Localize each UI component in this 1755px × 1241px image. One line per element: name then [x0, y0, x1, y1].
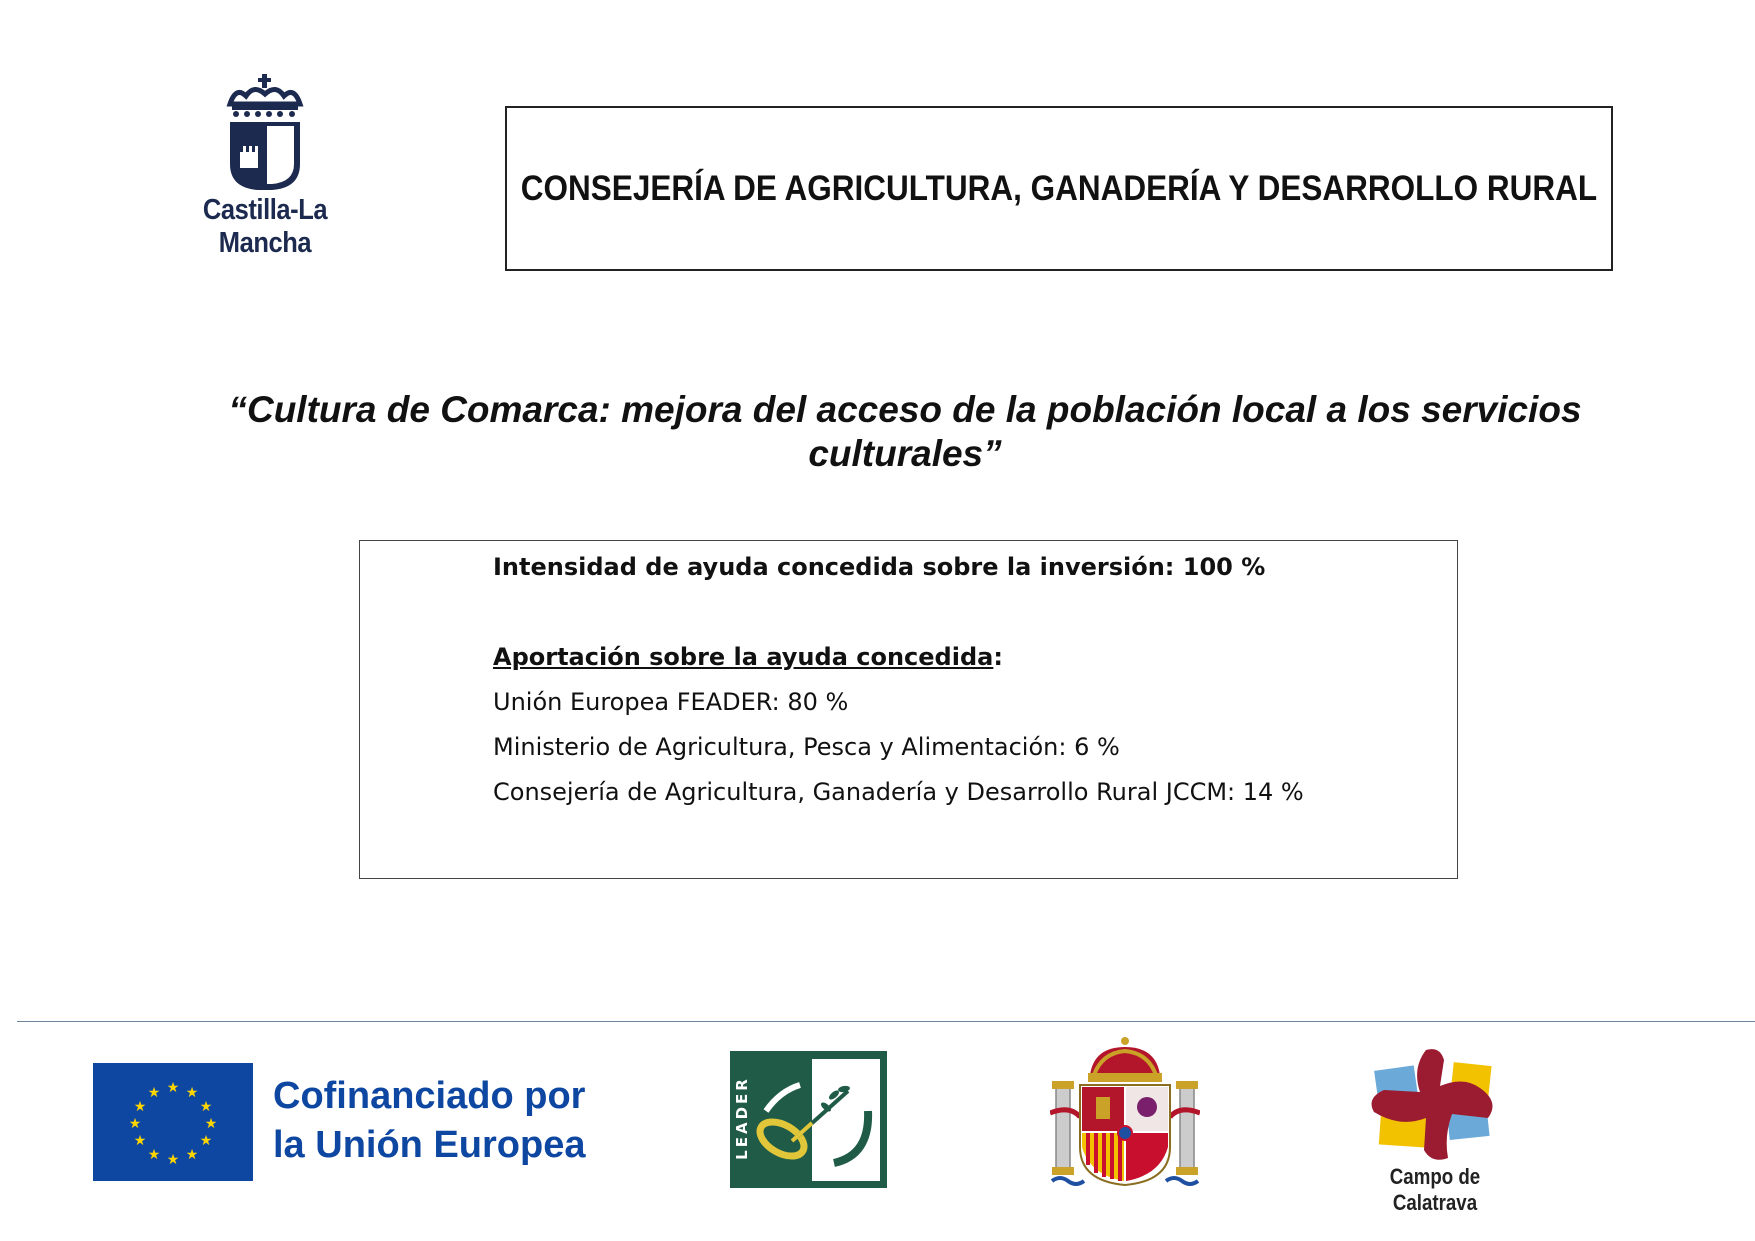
contribution-eu: Unión Europea FEADER: 80 % [493, 688, 849, 716]
eu-cofinancing-text [273, 1072, 585, 1170]
calatrava-text: Campo de Calatrava [1389, 1164, 1481, 1215]
eu-text-line1: Cofinanciado por [273, 1075, 586, 1117]
calatrava-cross-icon [1340, 1046, 1530, 1166]
svg-text:★: ★ [185, 1147, 199, 1163]
crown-shield-icon [222, 72, 308, 192]
campo-de-calatrava-logo [1340, 1046, 1530, 1215]
eu-cofinancing-logo [93, 1062, 593, 1182]
svg-text:★: ★ [133, 1099, 147, 1115]
contribution-heading-label: Aportación sobre la ayuda concedida [493, 643, 994, 671]
svg-text:★: ★ [204, 1116, 218, 1132]
contribution-heading-colon: : [993, 643, 1003, 671]
leader-text: LEADER [733, 1076, 751, 1160]
eu-flag-icon [93, 1063, 253, 1181]
svg-text:★: ★ [199, 1133, 213, 1149]
spain-coat-of-arms-icon [1050, 1035, 1200, 1190]
contribution-heading [493, 643, 1003, 671]
svg-text:★: ★ [166, 1080, 180, 1096]
contribution-ministry: Ministerio de Agricultura, Pesca y Alimentación: 6 % [493, 733, 1120, 761]
contribution-jccm: Consejería de Agricultura, Ganadería y Desarrollo Rural JCCM: 14 % [493, 778, 1304, 806]
svg-text:★: ★ [147, 1085, 161, 1101]
footer-divider [17, 1021, 1755, 1022]
castilla-la-mancha-logo [140, 72, 390, 259]
svg-text:★: ★ [185, 1085, 199, 1101]
aid-info-box [359, 540, 1458, 879]
svg-text:★: ★ [166, 1152, 180, 1168]
svg-text:★: ★ [147, 1147, 161, 1163]
svg-text:★: ★ [199, 1099, 213, 1115]
leader-logo [730, 1051, 887, 1188]
aid-intensity: Intensidad de ayuda concedida sobre la inversión: 100 % [493, 553, 1266, 581]
svg-text:★: ★ [133, 1133, 147, 1149]
logo-text: Castilla-La Mancha [202, 194, 328, 259]
department-title: CONSEJERÍA DE AGRICULTURA, GANADERÍA Y DESARROLLO RURAL [520, 168, 1598, 208]
svg-text:★: ★ [128, 1116, 142, 1132]
department-header-box [505, 106, 1613, 271]
eu-text-line2: la Unión Europea [273, 1124, 586, 1166]
project-title: “Cultura de Comarca: mejora del acceso de la población local a los servicios culturales” [228, 389, 1582, 474]
